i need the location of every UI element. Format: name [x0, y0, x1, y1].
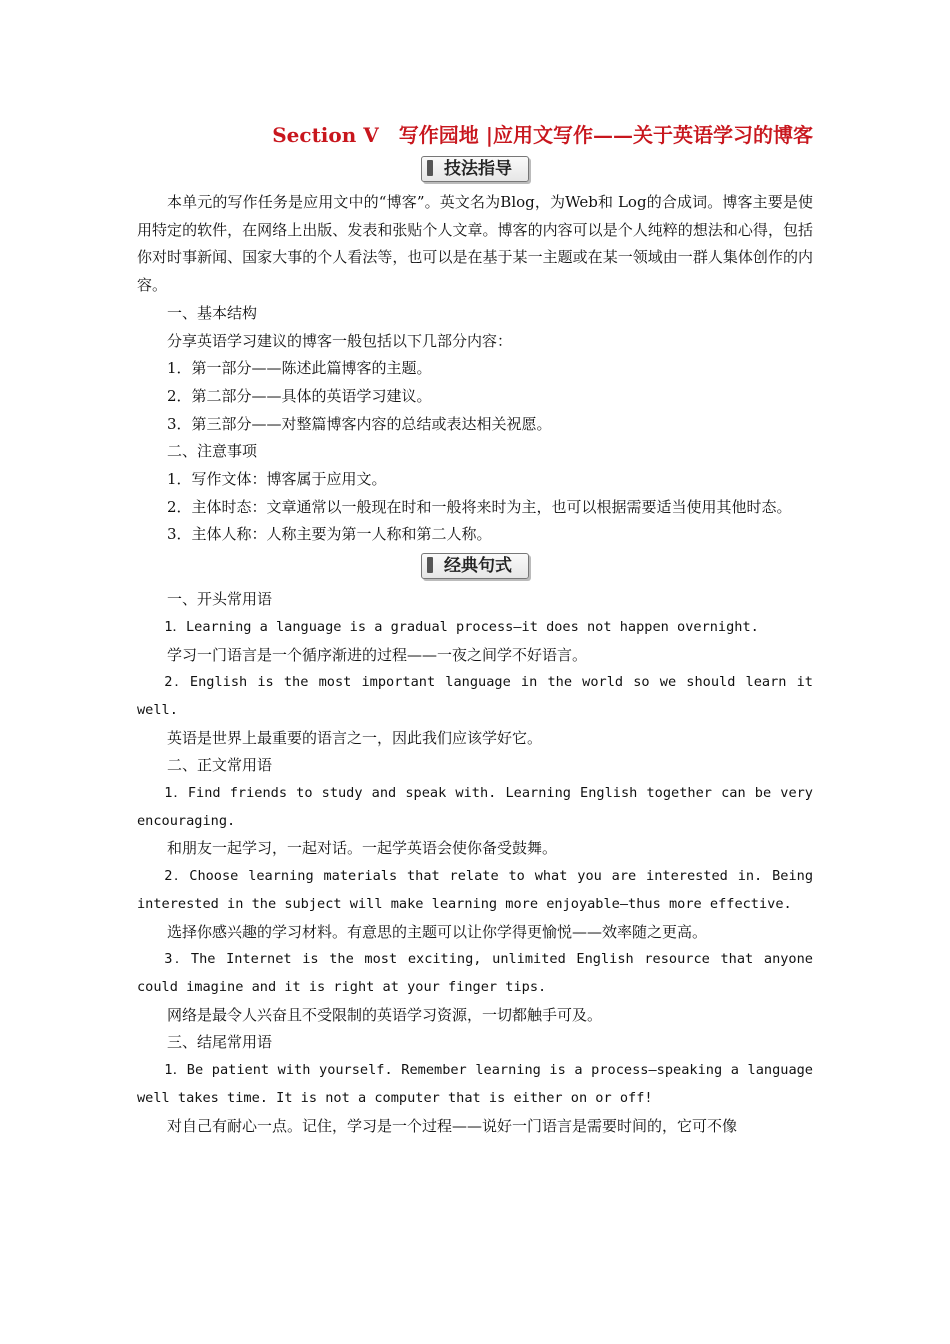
english-sentence: 1．Learning a language is a gradual process—it does not happen overnight. [164, 618, 759, 635]
list-item: 2．第二部分——具体的英语学习建议。 [167, 386, 432, 405]
section-heading: 二、注意事项 [167, 442, 258, 461]
chinese-translation: 和朋友一起学习，一起对话。一起学英语会使你备受鼓舞。 [167, 839, 558, 858]
chinese-translation: 对自己有耐心一点。记住，学习是一个过程——说好一门语言是需要时间的，它可不像 [167, 1116, 738, 1135]
chinese-translation: 英语是世界上最重要的语言之一，因此我们应该学好它。 [167, 728, 543, 747]
section-heading: 二、正文常用语 [167, 756, 273, 775]
section-heading: 一、基本结构 [167, 303, 258, 322]
english-sentence: 1．Be patient with yourself. Remember learning is a process—speaking a language well takes time. It is not a computer that is either on or off! [137, 1062, 813, 1106]
section-heading: 三、结尾常用语 [167, 1033, 273, 1052]
sentences-badge [421, 553, 529, 579]
list-item: 1．写作文体：博客属于应用文。 [167, 470, 387, 489]
paragraph: 分享英语学习建议的博客一般包括以下几部分内容： [167, 331, 513, 350]
list-item: 3．主体人称：人称主要为第一人称和第二人称。 [167, 525, 492, 544]
document-page [137, 118, 813, 1140]
sentences-badge-label: 经典句式 [444, 556, 512, 577]
list-item: 2．主体时态：文章通常以一般现在时和一般将来时为主，也可以根据需要适当使用其他时态。 [167, 497, 792, 516]
chinese-translation: 网络是最令人兴奋且不受限制的英语学习资源，一切都触手可及。 [167, 1005, 603, 1024]
badge-marker-icon [427, 557, 433, 573]
english-sentence: 1．Find friends to study and speak with. Learning English together can be very encouraging. [137, 785, 813, 829]
english-sentence: 3．The Internet is the most exciting, unlimited English resource that anyone could imagine and it is right at your finger tips. [137, 951, 813, 995]
section-badge-sentences [137, 553, 813, 583]
chinese-translation: 选择你感兴趣的学习材料。有意思的主题可以让你学得更愉悦——效率随之更高。 [167, 922, 708, 941]
chinese-translation: 学习一门语言是一个循序渐进的过程——一夜之间学不好语言。 [167, 645, 588, 664]
section-heading: 一、开头常用语 [167, 590, 273, 609]
skills-badge [421, 156, 529, 182]
list-item: 3．第三部分——对整篇博客内容的总结或表达相关祝愿。 [167, 414, 552, 433]
intro-paragraph: 本单元的写作任务是应用文中的“博客”。英文名为Blog，为Web和 Log的合成词。博客主要是使用特定的软件，在网络上出版、发表和张贴个人文章。博客的内容可以是个人纯粹的想法和心得，包括你对时事新闻、国家大事的个人看法等，也可以是在基于某一主题或在某一领域由一群人集体创作的内容。 [137, 193, 813, 295]
section-badge-skills [137, 156, 813, 186]
english-sentence: 2．English is the most important language in the world so we should learn it well. [137, 674, 813, 718]
badge-marker-icon [427, 160, 433, 176]
list-item: 1．第一部分——陈述此篇博客的主题。 [167, 359, 432, 378]
english-sentence: 2．Choose learning materials that relate to what you are interested in. Being interested in the subject will make learning more enjoyable—thus more effective. [137, 868, 813, 912]
skills-badge-label: 技法指导 [444, 159, 512, 179]
page-title: Section Ⅴ 写作园地 |应用文写作——关于英语学习的博客 [272, 123, 813, 147]
